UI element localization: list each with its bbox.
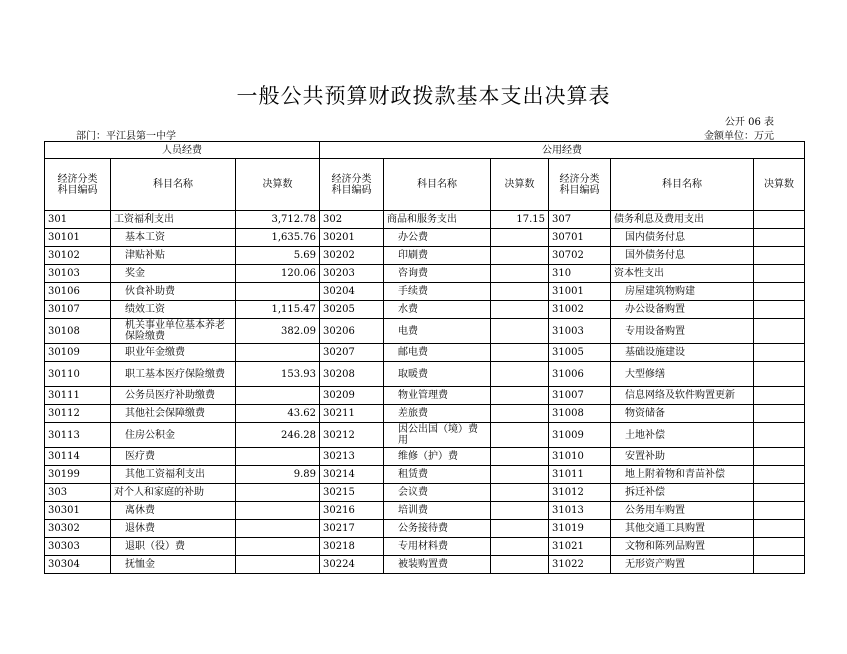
table-row [45,423,805,448]
amount-cell [491,556,549,574]
amount-cell [491,301,549,319]
name-cell: 住房公积金 [111,423,236,448]
code-cell: 30217 [320,520,384,538]
code-cell: 30212 [320,423,384,448]
name-cell: 文物和陈列品购置 [611,538,754,556]
name-cell: 其他交通工具购置 [611,520,754,538]
table-row [45,344,805,362]
code-cell: 31007 [549,387,611,405]
name-cell: 办公费 [384,229,491,247]
amount-cell: 246.28 [236,423,320,448]
amount-cell [491,484,549,502]
amount-cell: 1,635.76 [236,229,320,247]
amount-header: 决算数 [236,159,320,211]
code-cell: 30301 [45,502,111,520]
code-cell: 30114 [45,448,111,466]
amount-cell: 1,115.47 [236,301,320,319]
amount-cell [491,387,549,405]
code-cell: 30113 [45,423,111,448]
personnel-group-header: 人员经费 [45,142,320,159]
amount-cell: 43.62 [236,405,320,423]
amount-cell [754,466,805,484]
amount-cell [236,387,320,405]
code-cell: 30201 [320,229,384,247]
amount-cell: 382.09 [236,319,320,344]
name-cell: 拆迁补偿 [611,484,754,502]
amount-cell [236,556,320,574]
name-cell: 其他工资福利支出 [111,466,236,484]
page-title: 一般公共预算财政拨款基本支出决算表 [236,84,611,108]
code-cell: 30207 [320,344,384,362]
name-cell: 对个人和家庭的补助 [111,484,236,502]
table-row [45,502,805,520]
name-cell: 职业年金缴费 [111,344,236,362]
amount-cell [754,538,805,556]
table-row [45,283,805,301]
code-cell: 31010 [549,448,611,466]
table-row [45,362,805,387]
amount-cell [491,405,549,423]
name-header: 科目名称 [611,159,754,211]
table-row [45,484,805,502]
table-row [45,520,805,538]
amount-cell [754,265,805,283]
name-cell: 物资储备 [611,405,754,423]
name-cell: 奖金 [111,265,236,283]
code-cell: 30103 [45,265,111,283]
amount-cell: 120.06 [236,265,320,283]
name-cell: 公务员医疗补助缴费 [111,387,236,405]
name-cell: 退休费 [111,520,236,538]
code-cell: 31002 [549,301,611,319]
code-cell: 30214 [320,466,384,484]
name-cell: 津贴补贴 [111,247,236,265]
amount-header: 决算数 [491,159,549,211]
name-cell: 培训费 [384,502,491,520]
name-cell: 机关事业单位基本养老保险缴费 [111,319,236,344]
amount-cell [754,448,805,466]
name-cell: 公务接待费 [384,520,491,538]
name-cell: 工资福利支出 [111,211,236,229]
amount-cell: 9.89 [236,466,320,484]
code-cell: 31021 [549,538,611,556]
name-cell: 抚恤金 [111,556,236,574]
name-cell: 因公出国（境）费用 [384,423,491,448]
form-number: 公开 06 表 [724,117,774,128]
code-cell: 31005 [549,344,611,362]
amount-cell [491,520,549,538]
table-row [45,466,805,484]
code-cell: 303 [45,484,111,502]
amount-cell [754,229,805,247]
name-cell: 安置补助 [611,448,754,466]
name-cell: 维修（护）费 [384,448,491,466]
name-cell: 手续费 [384,283,491,301]
amount-cell [754,502,805,520]
code-cell: 30302 [45,520,111,538]
code-cell: 31009 [549,423,611,448]
code-header: 经济分类 科目编码 [320,159,384,211]
name-cell: 差旅费 [384,405,491,423]
unit-label: 金额单位：万元 [704,131,774,142]
name-cell: 租赁费 [384,466,491,484]
amount-cell [491,283,549,301]
code-cell: 31012 [549,484,611,502]
amount-header: 决算数 [754,159,805,211]
code-header: 经济分类 科目编码 [549,159,611,211]
amount-cell [754,484,805,502]
group-header-row [45,142,805,159]
amount-cell [491,229,549,247]
amount-cell [754,283,805,301]
name-cell: 职工基本医疗保险缴费 [111,362,236,387]
code-cell: 30101 [45,229,111,247]
table-row [45,538,805,556]
amount-cell [491,448,549,466]
code-cell: 301 [45,211,111,229]
name-cell: 会议费 [384,484,491,502]
name-cell: 地上附着物和青苗补偿 [611,466,754,484]
amount-cell [754,247,805,265]
amount-cell [754,556,805,574]
code-cell: 30224 [320,556,384,574]
name-cell: 其他社会保障缴费 [111,405,236,423]
name-cell: 水费 [384,301,491,319]
name-cell: 伙食补助费 [111,283,236,301]
amount-cell [236,502,320,520]
code-cell: 30109 [45,344,111,362]
amount-cell [754,211,805,229]
name-cell: 国外债务付息 [611,247,754,265]
name-cell: 债务利息及费用支出 [611,211,754,229]
name-cell: 土地补偿 [611,423,754,448]
code-cell: 30208 [320,362,384,387]
code-cell: 30213 [320,448,384,466]
amount-cell [754,362,805,387]
column-header-row [45,159,805,211]
name-cell: 离休费 [111,502,236,520]
code-cell: 30203 [320,265,384,283]
amount-cell [754,301,805,319]
amount-cell [236,538,320,556]
name-cell: 商品和服务支出 [384,211,491,229]
code-cell: 30205 [320,301,384,319]
amount-cell: 17.15 [491,211,549,229]
amount-cell: 5.69 [236,247,320,265]
amount-cell [491,247,549,265]
name-cell: 电费 [384,319,491,344]
amount-cell [754,423,805,448]
amount-cell [236,484,320,502]
amount-cell: 3,712.78 [236,211,320,229]
table-row [45,405,805,423]
name-cell: 基本工资 [111,229,236,247]
code-cell: 30216 [320,502,384,520]
code-cell: 31011 [549,466,611,484]
amount-cell [754,520,805,538]
code-cell: 30199 [45,466,111,484]
code-cell: 31006 [549,362,611,387]
name-cell: 印刷费 [384,247,491,265]
name-cell: 基础设施建设 [611,344,754,362]
amount-cell [491,265,549,283]
amount-cell: 153.93 [236,362,320,387]
table-row [45,229,805,247]
code-cell: 30206 [320,319,384,344]
code-cell: 31001 [549,283,611,301]
table-row [45,265,805,283]
name-cell: 房屋建筑物购建 [611,283,754,301]
name-header: 科目名称 [111,159,236,211]
code-cell: 30112 [45,405,111,423]
code-cell: 30303 [45,538,111,556]
code-cell: 30218 [320,538,384,556]
amount-cell [491,344,549,362]
name-cell: 取暖费 [384,362,491,387]
amount-cell [491,362,549,387]
code-cell: 30202 [320,247,384,265]
name-cell: 专用材料费 [384,538,491,556]
expenditure-table [44,141,805,574]
amount-cell [754,319,805,344]
code-header: 经济分类 科目编码 [45,159,111,211]
name-cell: 绩效工资 [111,301,236,319]
code-cell: 31013 [549,502,611,520]
table-row [45,556,805,574]
code-cell: 30106 [45,283,111,301]
name-header: 科目名称 [384,159,491,211]
amount-cell [236,448,320,466]
amount-cell [491,423,549,448]
name-cell: 公务用车购置 [611,502,754,520]
name-cell: 咨询费 [384,265,491,283]
code-cell: 30215 [320,484,384,502]
table-row [45,211,805,229]
amount-cell [754,387,805,405]
table-row [45,319,805,344]
code-cell: 30108 [45,319,111,344]
amount-cell [754,405,805,423]
code-cell: 30111 [45,387,111,405]
amount-cell [236,283,320,301]
name-cell: 国内债务付息 [611,229,754,247]
code-cell: 30204 [320,283,384,301]
name-cell: 邮电费 [384,344,491,362]
code-cell: 302 [320,211,384,229]
amount-cell [491,319,549,344]
code-cell: 30209 [320,387,384,405]
code-cell: 307 [549,211,611,229]
amount-cell [491,502,549,520]
amount-cell [491,538,549,556]
name-cell: 医疗费 [111,448,236,466]
name-cell: 物业管理费 [384,387,491,405]
table-row [45,247,805,265]
code-cell: 30702 [549,247,611,265]
department-label: 部门：平江县第一中学 [76,131,176,142]
name-cell: 信息网络及软件购置更新 [611,387,754,405]
code-cell: 31019 [549,520,611,538]
code-cell: 30110 [45,362,111,387]
table-row [45,387,805,405]
code-cell: 31022 [549,556,611,574]
amount-cell [236,520,320,538]
name-cell: 被装购置费 [384,556,491,574]
public-group-header: 公用经费 [320,142,805,159]
code-cell: 31003 [549,319,611,344]
name-cell: 无形资产购置 [611,556,754,574]
table-row [45,301,805,319]
amount-cell [491,466,549,484]
table-row [45,448,805,466]
amount-cell [754,344,805,362]
code-cell: 30102 [45,247,111,265]
code-cell: 30211 [320,405,384,423]
code-cell: 31008 [549,405,611,423]
name-cell: 退职（役）费 [111,538,236,556]
amount-cell [236,344,320,362]
name-cell: 大型修缮 [611,362,754,387]
code-cell: 310 [549,265,611,283]
name-cell: 办公设备购置 [611,301,754,319]
code-cell: 30701 [549,229,611,247]
name-cell: 资本性支出 [611,265,754,283]
name-cell: 专用设备购置 [611,319,754,344]
code-cell: 30304 [45,556,111,574]
code-cell: 30107 [45,301,111,319]
